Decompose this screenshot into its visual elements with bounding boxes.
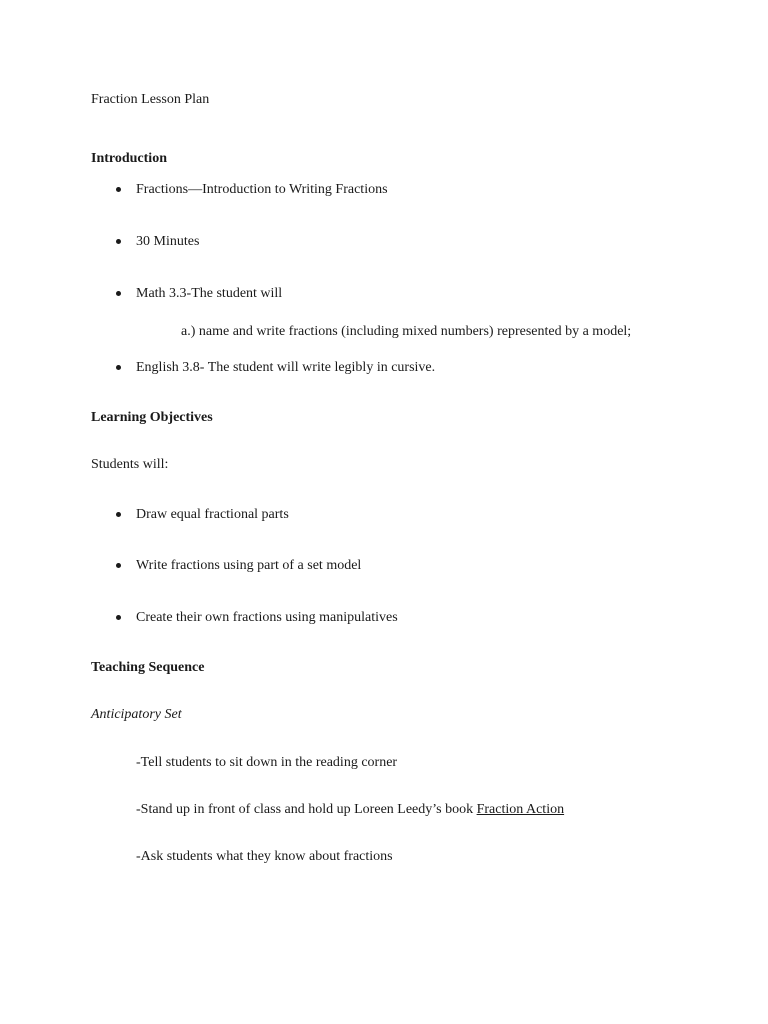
bullet-icon — [116, 187, 121, 192]
bullet-icon — [116, 239, 121, 244]
bullet-icon — [116, 512, 121, 517]
document-title: Fraction Lesson Plan — [91, 92, 210, 107]
sequence-step-book — [136, 801, 564, 819]
book-step-text: -Stand up in front of class and hold up Loreen Leedy’s book — [136, 802, 477, 817]
objective-item: Draw equal fractional parts — [136, 507, 289, 522]
introduction-item: Fractions—Introduction to Writing Fractions — [136, 182, 388, 197]
sequence-step: -Ask students what they know about fractions — [136, 849, 393, 864]
introduction-item: English 3.8- The student will write legibly in cursive. — [136, 360, 436, 375]
introduction-item: 30 Minutes — [136, 234, 200, 249]
book-title: Fraction Action — [476, 802, 565, 817]
bullet-icon — [116, 563, 121, 568]
objective-item: Create their own fractions using manipulatives — [136, 610, 398, 625]
teaching-sequence-heading: Teaching Sequence — [91, 660, 205, 675]
bullet-icon — [116, 615, 121, 620]
introduction-item: Math 3.3-The student will — [136, 286, 283, 301]
objective-item: Write fractions using part of a set model — [136, 558, 362, 573]
introduction-heading: Introduction — [91, 151, 167, 166]
bullet-icon — [116, 365, 121, 370]
introduction-subitem: a.) name and write fractions (including mixed numbers) represented by a model; — [181, 324, 632, 339]
learning-objectives-heading: Learning Objectives — [91, 410, 213, 425]
learning-objectives-lead: Students will: — [91, 457, 169, 472]
bullet-icon — [116, 291, 121, 296]
anticipatory-set-subheading: Anticipatory Set — [91, 707, 182, 722]
sequence-step: -Tell students to sit down in the reading corner — [136, 755, 398, 770]
